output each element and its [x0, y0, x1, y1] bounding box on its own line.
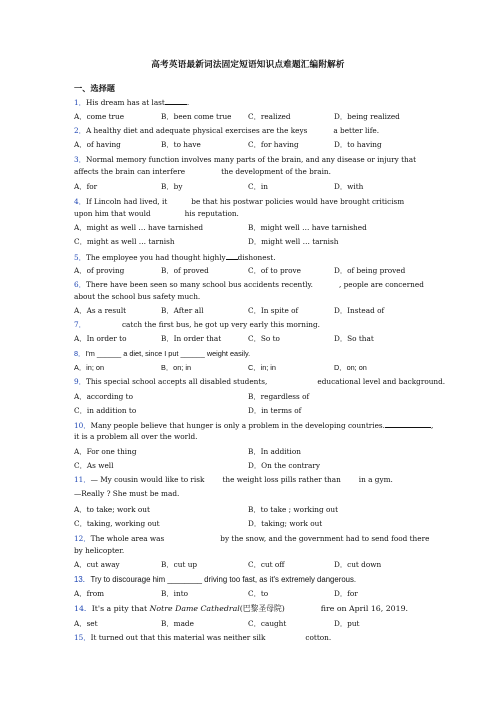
question-number: 11．	[74, 475, 91, 484]
question-6: 6．There have been seen so many school bus accidents recently. , people are concerned	[74, 280, 424, 289]
option-c[interactable]: C．caught	[248, 619, 287, 628]
option-b[interactable]: B．regardless of	[248, 392, 310, 401]
option-c[interactable]: C．realized	[248, 112, 291, 121]
question-number: 14．	[74, 604, 92, 613]
question-7: 7． catch the first bus, he got up very early this morning.	[74, 320, 321, 329]
option-b[interactable]: B．into	[161, 589, 189, 598]
answer-blank	[185, 167, 221, 174]
question-3-line-2: affects the brain can interfere the development of the brain.	[74, 167, 331, 176]
option-a[interactable]: A．according to	[74, 392, 133, 401]
question-number: 15．	[74, 633, 91, 642]
question-number: 13．	[74, 575, 91, 584]
option-d[interactable]: D．on; on	[334, 363, 367, 372]
option-b[interactable]: B．made	[161, 619, 194, 628]
answer-blank	[341, 475, 359, 482]
question-2: 2．A healthy diet and adequate physical exercises are the keys a better life.	[74, 126, 380, 135]
question-4-line-2: upon him that would his reputation.	[74, 209, 239, 218]
question-6-line-2: about the school bus safety much.	[74, 292, 201, 301]
answer-blank	[164, 534, 220, 541]
question-5: 5．The employee you had thought highly dishonest.	[74, 253, 276, 262]
option-a[interactable]: A．In order to	[74, 334, 127, 343]
question-number: 8．	[74, 349, 86, 358]
answer-blank	[307, 126, 333, 133]
option-c[interactable]: C．of to prove	[248, 266, 301, 275]
question-1: 1．His dream has at last .	[74, 98, 190, 107]
option-d[interactable]: D．for	[334, 589, 358, 598]
option-a[interactable]: A．cut away	[74, 560, 120, 569]
question-number: 6．	[74, 280, 86, 289]
question-14: 14．It's a pity that Notre Dame Cathedral(巴黎圣母院) fire on April 16, 2019.	[74, 604, 409, 613]
option-d[interactable]: D．being realized	[334, 112, 400, 121]
option-a[interactable]: A．might as well … have tarnished	[74, 223, 204, 232]
question-number: 1．	[74, 98, 86, 107]
option-d[interactable]: D．in terms of	[248, 406, 302, 415]
option-a[interactable]: A．set	[74, 619, 98, 628]
option-b[interactable]: B．by	[161, 182, 183, 191]
option-a[interactable]: A．of proving	[74, 266, 125, 275]
question-4: 4．If Lincoln had lived, it be that his postwar policies would have brought criticism	[74, 197, 405, 206]
option-c[interactable]: C．might as well … tarnish	[74, 237, 175, 246]
question-10: 10．Many people believe that hunger is only a problem in the developing countries. ,	[74, 421, 434, 430]
option-d[interactable]: D．with	[334, 182, 364, 191]
answer-blank	[167, 197, 191, 204]
option-c[interactable]: C．for having	[248, 140, 299, 149]
option-b[interactable]: B．on; in	[161, 363, 192, 372]
option-d[interactable]: D．taking; work out	[248, 519, 323, 528]
option-c[interactable]: C．In spite of	[248, 306, 299, 315]
option-a[interactable]: A．for	[74, 182, 98, 191]
answer-blank	[385, 420, 431, 428]
question-number: 3．	[74, 155, 86, 164]
answer-blank	[226, 252, 238, 260]
option-b[interactable]: B．cut up	[161, 560, 198, 569]
answer-blank	[204, 475, 222, 482]
option-d[interactable]: D．put	[334, 619, 360, 628]
option-d[interactable]: D．Instead of	[334, 306, 385, 315]
option-c[interactable]: C．cut off	[248, 560, 285, 569]
option-d[interactable]: D．cut down	[334, 560, 382, 569]
answer-blank	[86, 320, 122, 327]
question-number: 2．	[74, 126, 86, 135]
question-9: 9．This special school accepts all disabled students, educational level and background.	[74, 377, 446, 386]
option-c[interactable]: C．in	[248, 182, 268, 191]
option-a[interactable]: A．For one thing	[74, 447, 137, 456]
option-b[interactable]: B．to take ; working out	[248, 505, 339, 514]
option-b[interactable]: B．might well … have tarnished	[248, 223, 367, 232]
question-number: 5．	[74, 253, 86, 262]
option-d[interactable]: D．to having	[334, 140, 382, 149]
option-a[interactable]: A．of having	[74, 140, 121, 149]
option-c[interactable]: C．in; in	[248, 363, 276, 372]
option-a[interactable]: A．come true	[74, 112, 125, 121]
answer-blank	[165, 97, 187, 105]
question-10-line-2: it is a problem all over the world.	[74, 432, 198, 441]
option-b[interactable]: B．In addition	[248, 447, 301, 456]
option-a[interactable]: A．to take; work out	[74, 505, 150, 514]
answer-blank	[151, 209, 185, 216]
answer-blank	[267, 377, 317, 384]
question-number: 10．	[74, 421, 91, 430]
question-number: 12．	[74, 534, 91, 543]
option-c[interactable]: C．to	[248, 589, 269, 598]
option-b[interactable]: B．of proved	[161, 266, 209, 275]
option-c[interactable]: C．As well	[74, 461, 114, 470]
option-b[interactable]: B．been come true	[161, 112, 232, 121]
option-b[interactable]: B．In order that	[161, 334, 222, 343]
question-number: 4．	[74, 197, 86, 206]
answer-blank	[265, 633, 305, 640]
question-15: 15．It turned out that this material was neither silk cotton.	[74, 633, 332, 642]
option-d[interactable]: D．On the contrary	[248, 461, 320, 470]
question-8: 8．I'm ______ a diet, since I put ______ weight easily.	[74, 349, 251, 358]
option-a[interactable]: A．As a result	[74, 306, 127, 315]
question-number: 7．	[74, 320, 86, 329]
option-a[interactable]: A．in; on	[74, 363, 105, 372]
option-c[interactable]: C．in addition to	[74, 406, 137, 415]
option-d[interactable]: D．So that	[334, 334, 374, 343]
option-d[interactable]: D．might well … tarnish	[248, 237, 339, 246]
question-12-line-2: by helicopter.	[74, 546, 125, 555]
question-3: 3．Normal memory function involves many parts of the brain, and any disease or injury that	[74, 155, 417, 164]
option-c[interactable]: C．So to	[248, 334, 280, 343]
option-c[interactable]: C．taking, working out	[74, 519, 160, 528]
question-11: 11．— My cousin would like to risk the weight loss pills rather than in a gym.	[74, 475, 393, 484]
question-13: 13．Try to discourage him ________ driving too fast, as it's extremely dangerous.	[74, 575, 357, 584]
italic-title: Notre Dame Cathedral	[149, 604, 240, 613]
question-11-line-2: —Really ? She must be mad.	[74, 489, 180, 498]
question-number: 9．	[74, 377, 86, 386]
option-b[interactable]: B．to have	[161, 140, 201, 149]
answer-blank	[285, 604, 321, 611]
option-d[interactable]: D．of being proved	[334, 266, 406, 275]
option-a[interactable]: A．from	[74, 589, 105, 598]
answer-blank	[313, 280, 339, 287]
question-12: 12．The whole area was by the snow, and the government had to send food there	[74, 534, 430, 543]
section-heading: 一、选择题	[74, 83, 115, 93]
page-title: 高考英语最新词法固定短语知识点难题汇编附解析	[151, 60, 345, 70]
option-b[interactable]: B．After all	[161, 306, 204, 315]
